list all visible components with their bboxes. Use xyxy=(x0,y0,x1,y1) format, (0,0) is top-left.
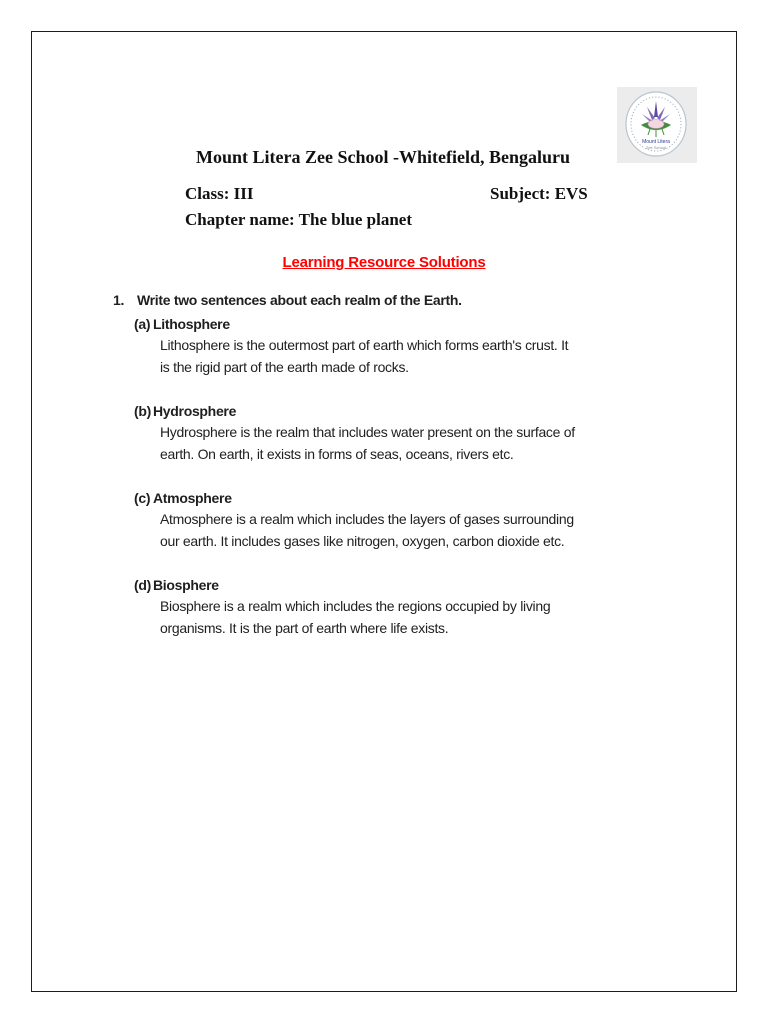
chapter-name-label: Chapter name: The blue planet xyxy=(185,210,413,229)
section-answer xyxy=(134,509,694,552)
answer-line: our earth. It includes gases like nitrogen, oxygen, carbon dioxide etc. xyxy=(160,532,565,549)
section-answer xyxy=(134,596,694,639)
section-biosphere xyxy=(134,574,694,639)
section-marker: (b) xyxy=(134,403,151,419)
section-heading xyxy=(134,487,694,509)
section-marker: (d) xyxy=(134,577,151,593)
section-label: Atmosphere xyxy=(153,490,232,506)
section-label: Biosphere xyxy=(153,577,219,593)
school-logo-icon xyxy=(617,87,697,163)
answer-line: Lithosphere is the outermost part of earth which forms earth's crust. It xyxy=(160,337,569,353)
section-answer xyxy=(134,422,694,465)
section-atmosphere xyxy=(134,487,694,552)
section-heading xyxy=(134,400,694,422)
section-label: Lithosphere xyxy=(153,316,230,332)
section-hydrosphere xyxy=(134,400,694,465)
answer-line: organisms. It is the part of earth where life exists. xyxy=(160,619,449,636)
school-name-title: Mount Litera Zee School -Whitefield, Bengaluru xyxy=(196,147,570,167)
section-marker: (a) xyxy=(134,316,151,332)
answer-line: Biosphere is a realm which includes the regions occupied by living xyxy=(160,598,551,614)
learning-resource-solutions-heading: Learning Resource Solutions xyxy=(282,254,486,271)
school-logo xyxy=(617,87,697,163)
logo-text-line1: Mount Litera xyxy=(642,139,670,145)
subject-label: Subject: EVS xyxy=(490,184,588,203)
section-lithosphere xyxy=(134,313,694,378)
question-1 xyxy=(113,292,462,308)
answer-line: Atmosphere is a realm which includes the layers of gases surrounding xyxy=(160,511,574,527)
section-label: Hydrosphere xyxy=(153,403,237,419)
answer-line: Hydrosphere is the realm that includes water present on the surface of xyxy=(160,424,575,440)
answer-sections xyxy=(134,313,694,661)
answer-line: is the rigid part of the earth made of rocks. xyxy=(160,358,409,375)
logo-text-line2: Zee School xyxy=(645,145,667,150)
class-label: Class: III xyxy=(185,184,254,203)
question-number: 1. xyxy=(113,292,125,308)
question-text: Write two sentences about each realm of the Earth. xyxy=(137,292,462,308)
section-heading xyxy=(134,313,694,335)
section-heading xyxy=(134,574,694,596)
answer-line: earth. On earth, it exists in forms of seas, oceans, rivers etc. xyxy=(160,445,514,462)
section-marker: (c) xyxy=(134,490,151,506)
section-answer xyxy=(134,335,694,378)
